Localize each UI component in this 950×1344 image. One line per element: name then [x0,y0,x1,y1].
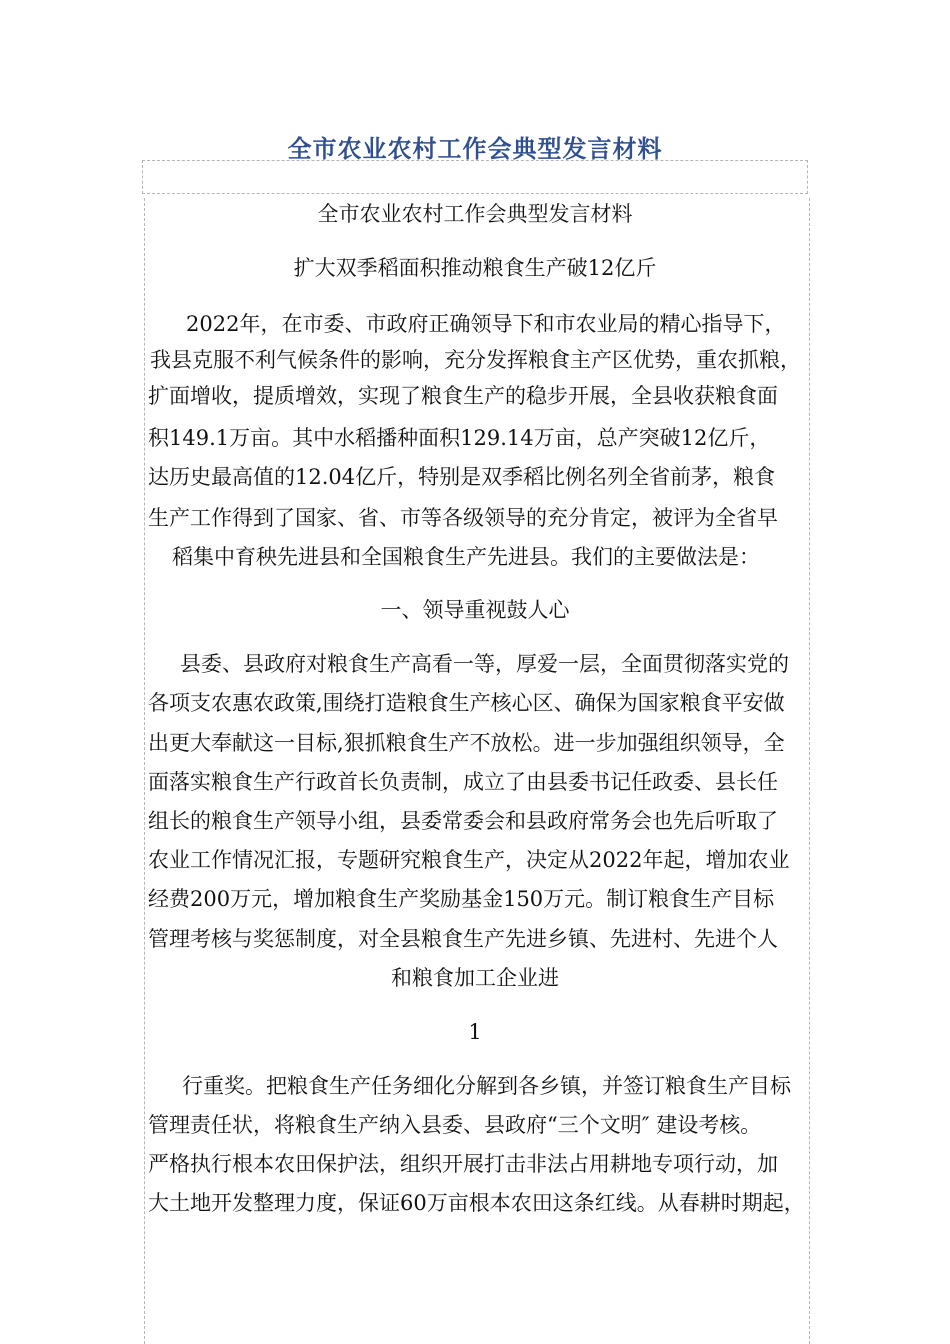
intro-line: 2022年，在市委、市政府正确领导下和市农业局的精心指导下， [186,312,786,336]
page-number: 1 [468,1020,482,1044]
section-line: 组长的粮食生产领导小组，县委常委会和县政府常务会也先后听取了 [148,809,778,833]
intro-line: 生产工作得到了国家、省、市等各级领导的充分肯定，被评为全省早 [148,506,778,530]
section-line: 管理考核与奖惩制度，对全县粮食生产先进乡镇、先进村、先进个人 [148,927,778,951]
document-title: 全市农业农村工作会典型发言材料 [317,202,633,226]
continued-line: 行重奖。把粮食生产任务细化分解到各乡镇，并签订粮食生产目标 [182,1074,791,1098]
continued-line: 严格执行根本农田保护法，组织开展打击非法占用耕地专项行动，加 [148,1152,778,1176]
header-frame [142,160,808,194]
intro-line: 积149.1万亩。其中水稻播种面积129.14万亩，总产突破12亿斤， [148,426,771,450]
section-line: 面落实粮食生产行政首长负责制，成立了由县委书记任政委、县长任 [148,770,778,794]
section-line: 出更大奉献这一目标,狠抓粮食生产不放松。进一步加强组织领导，全 [148,731,785,755]
intro-line: 我县克服不利气候条件的影响，充分发挥粮食主产区优势，重农抓粮， [150,348,801,372]
section-line: 经费200万元，增加粮食生产奖励基金150万元。制订粮食生产目标 [148,887,775,911]
section-line: 县委、县政府对粮食生产高看一等，厚爱一层，全面贯彻落实党的 [180,652,789,676]
intro-line: 达历史最高值的12.04亿斤，特别是双季稻比例名列全省前茅，粮食 [148,465,776,489]
continued-line: 大土地开发整理力度，保证60万亩根本农田这条红线。从春耕时期起， [148,1191,805,1215]
document-subtitle: 扩大双季稻面积推动粮食生产破12亿斤 [293,256,657,280]
intro-line: 扩面增收，提质增效，实现了粮食生产的稳步开展，全县收获粮食面 [148,384,778,408]
section-line: 和粮食加工企业进 [391,966,559,990]
intro-line: 稻集中育秧先进县和全国粮食生产先进县。我们的主要做法是： [172,545,760,569]
continued-line: 管理责任状，将粮食生产纳入县委、县政府“三个文明″ 建设考核。 [148,1113,762,1137]
section-heading: 一、领导重视鼓人心 [380,598,570,622]
section-line: 各项支农惠农政策,围绕打造粮食生产核心区、确保为国家粮食平安做 [148,691,785,715]
section-line: 农业工作情况汇报，专题研究粮食生产，决定从2022年起，增加农业 [148,848,790,872]
page-title: 全市农业农村工作会典型发言材料 [287,135,663,163]
